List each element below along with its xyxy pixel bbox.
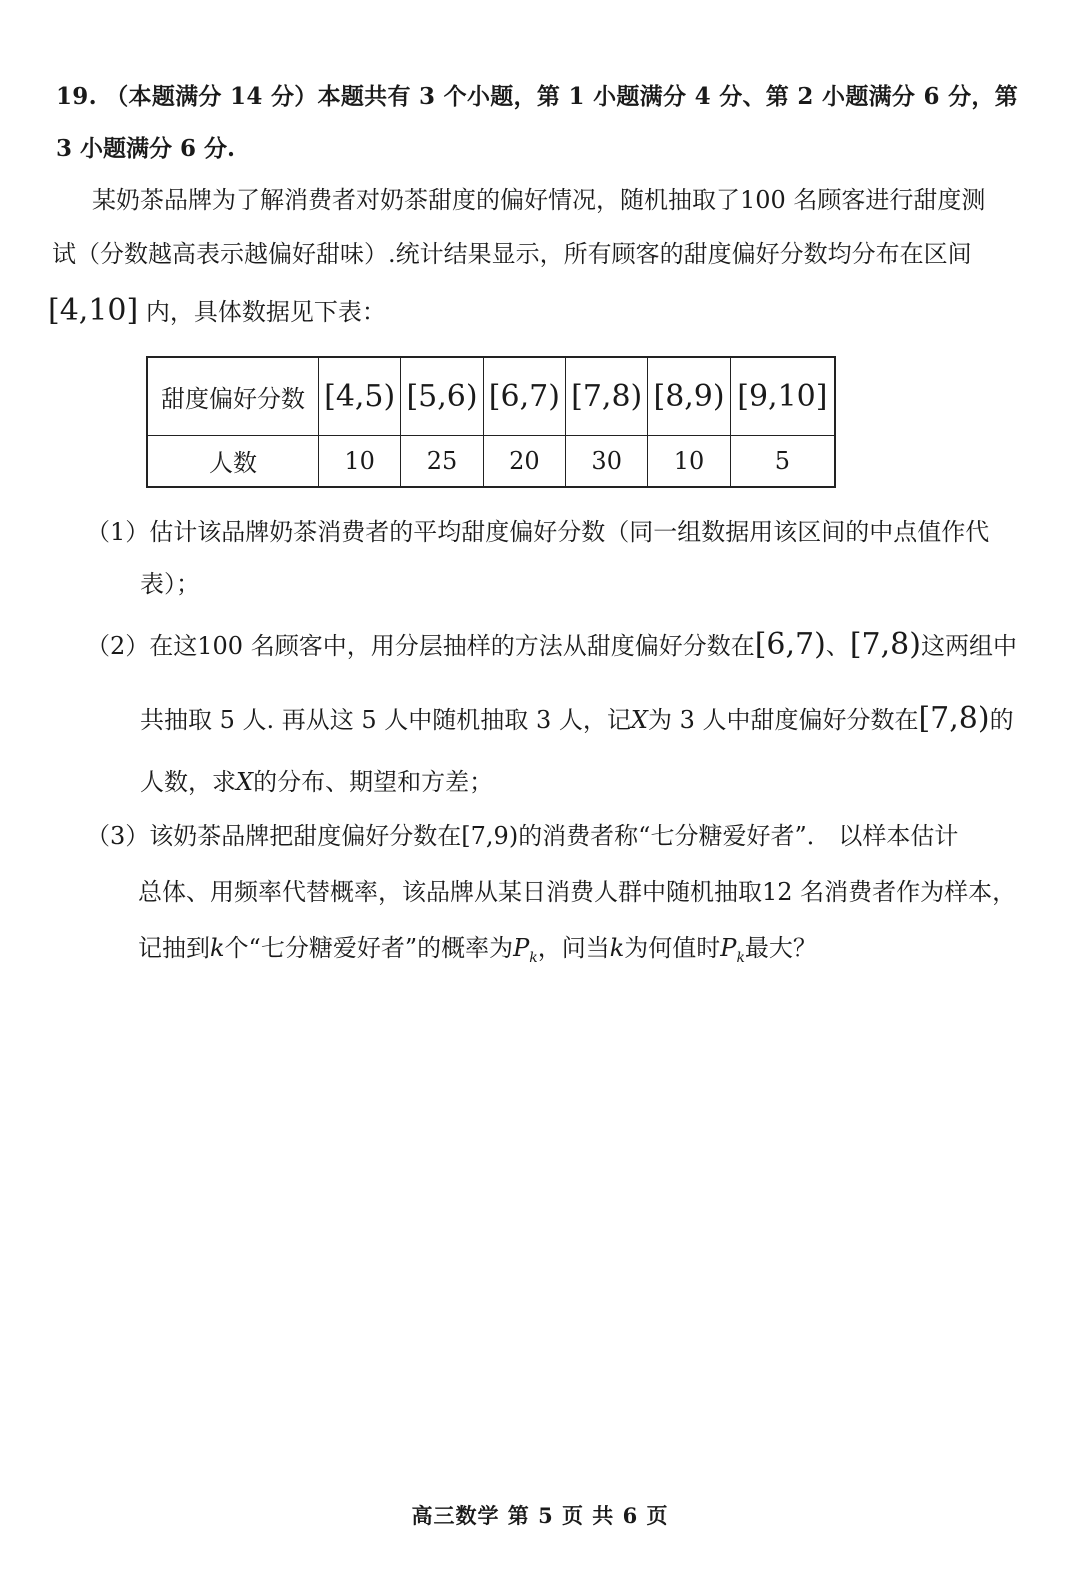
table-cell-interval: [8,9) <box>648 357 730 435</box>
table-cell-interval: [5,6) <box>401 357 483 435</box>
subscript-k: k <box>736 949 745 966</box>
table-cell-count: 10 <box>648 435 730 487</box>
q3-text: 最大？ <box>744 934 817 962</box>
sweetness-table <box>146 356 836 488</box>
q2-text: 人数，求 <box>140 768 236 796</box>
variable-x: X <box>630 706 648 734</box>
variable-k: k <box>609 934 625 962</box>
question-3-line-1 <box>86 816 958 851</box>
table-cell-interval: [4,5) <box>319 357 401 435</box>
q3-text: 记抽到 <box>138 934 210 962</box>
q3-text: 个“七分糖爱好者”的概率为 <box>224 934 514 962</box>
question-3-line-2: 总体、用频率代替概率，该品牌从某日消费人群中随机抽取12 名消费者作为样本， <box>138 878 1017 906</box>
q2-text: 共抽取 5 人. 再从这 5 人中随机抽取 3 人，记 <box>140 706 631 734</box>
table-header-count: 人数 <box>147 435 319 487</box>
interval-7-8: [7,8) <box>918 701 990 736</box>
subscript-k: k <box>529 949 538 966</box>
interval-7-8: [7,8) <box>849 627 921 662</box>
table-cell-interval: [6,7) <box>483 357 565 435</box>
table-cell-count: 20 <box>483 435 565 487</box>
intro-line-3-text: 内，具体数据见下表： <box>145 298 386 326</box>
q3-text: 为何值时 <box>624 934 721 962</box>
intro-line-3 <box>48 292 386 328</box>
q3-text: 的消费者称“七分糖爱好者”． 以样本估计 <box>518 822 959 850</box>
question-2-line-1 <box>86 626 1017 662</box>
q2-text: 的分布、期望和方差； <box>253 768 494 796</box>
table-header-score: 甜度偏好分数 <box>147 357 319 435</box>
variable-p: P <box>513 934 530 962</box>
intro-line-1: 某奶茶品牌为了解消费者对奶茶甜度的偏好情况，随机抽取了100 名顾客进行甜度测 <box>92 186 986 214</box>
q2-text: 这两组中 <box>920 632 1017 660</box>
q3-text: ，问当 <box>537 934 610 962</box>
table-cell-count: 10 <box>319 435 401 487</box>
q2-text: （2）在这100 名顾客中，用分层抽样的方法从甜度偏好分数在 <box>86 632 755 660</box>
question-2-line-2 <box>140 700 1014 736</box>
table-row-intervals <box>147 357 835 435</box>
table-row-counts <box>147 435 835 487</box>
variable-k: k <box>210 934 225 962</box>
table-cell-interval: [7,8) <box>566 357 648 435</box>
variable-p: P <box>720 934 737 962</box>
interval-6-7: [6,7) <box>754 627 826 662</box>
variable-x: X <box>236 768 254 796</box>
q2-text: 的 <box>989 706 1014 734</box>
q2-text: 为 3 人中甜度偏好分数在 <box>647 706 919 734</box>
question-2-line-3 <box>140 762 493 797</box>
interval-4-10: [4,10] <box>48 293 139 328</box>
intro-line-2: 试（分数越高表示越偏好甜味）.统计结果显示，所有顾客的甜度偏好分数均分布在区间 <box>52 240 972 268</box>
table-cell-interval: [9,10] <box>730 357 835 435</box>
question-1-line-2: 表）； <box>140 570 200 598</box>
problem-header-line-1: 19. （本题满分 14 分）本题共有 3 个小题，第 1 小题满分 4 分、第 2 小题满分 6 分，第 <box>56 83 1019 110</box>
q3-text: （3）该奶茶品牌把甜度偏好分数在 <box>86 822 462 850</box>
question-3-line-3 <box>138 928 817 966</box>
q2-text: 、 <box>825 632 850 660</box>
question-1-line-1: （1）估计该品牌奶茶消费者的平均甜度偏好分数（同一组数据用该区间的中点值作代 <box>86 518 990 546</box>
page-footer: 高三数学 第 5 页 共 6 页 <box>411 1503 669 1528</box>
table-cell-count: 30 <box>566 435 648 487</box>
interval-7-9: [7,9) <box>461 822 519 850</box>
table-cell-count: 5 <box>730 435 835 487</box>
table-cell-count: 25 <box>401 435 483 487</box>
problem-header-line-2: 3 小题满分 6 分. <box>56 135 236 162</box>
